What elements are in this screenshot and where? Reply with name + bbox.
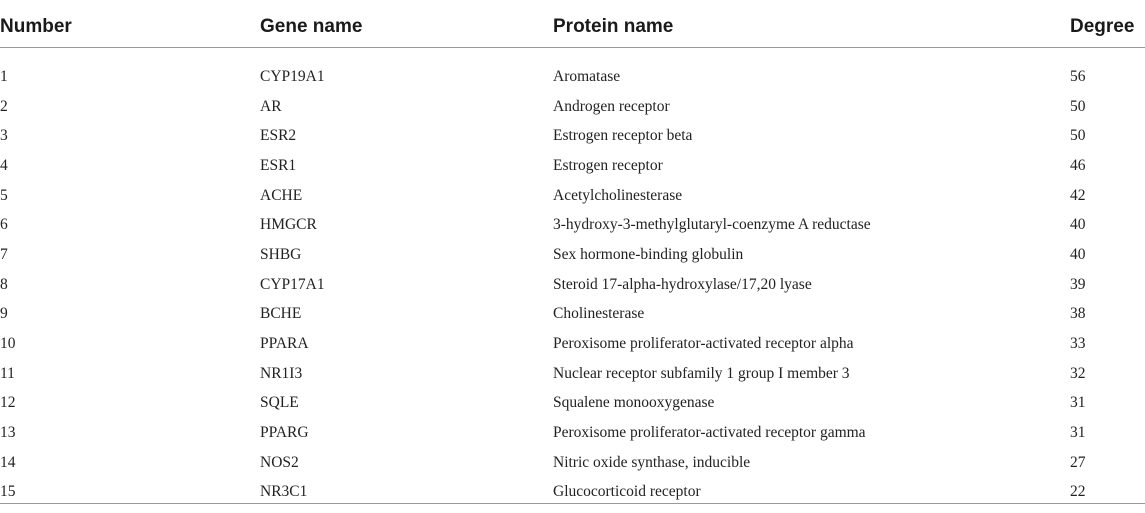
table-row (0, 418, 1145, 448)
table-row (0, 448, 1145, 478)
header-row (0, 0, 1145, 48)
cell-protein-name: Nuclear receptor subfamily 1 group I member 3 (553, 359, 1070, 389)
cell-gene-name: CYP19A1 (260, 48, 553, 92)
header-degree: Degree (1070, 0, 1145, 48)
cell-number: 2 (0, 92, 260, 122)
cell-protein-name: Estrogen receptor beta (553, 121, 1070, 151)
cell-degree: 46 (1070, 151, 1145, 181)
header-gene-name: Gene name (260, 0, 553, 48)
table-bottom-rule (0, 503, 1145, 504)
table-row (0, 478, 1145, 513)
cell-degree: 56 (1070, 48, 1145, 92)
header-protein-name: Protein name (553, 0, 1070, 48)
table-body (0, 48, 1145, 513)
cell-protein-name: Steroid 17-alpha-hydroxylase/17,20 lyase (553, 270, 1070, 300)
cell-protein-name: Nitric oxide synthase, inducible (553, 448, 1070, 478)
cell-gene-name: HMGCR (260, 210, 553, 240)
cell-protein-name: Sex hormone-binding globulin (553, 240, 1070, 270)
cell-gene-name: ACHE (260, 181, 553, 211)
cell-protein-name: Estrogen receptor (553, 151, 1070, 181)
cell-protein-name: Peroxisome proliferator-activated receptor gamma (553, 418, 1070, 448)
cell-gene-name: ESR1 (260, 151, 553, 181)
cell-protein-name: Squalene monooxygenase (553, 389, 1070, 419)
cell-degree: 27 (1070, 448, 1145, 478)
cell-gene-name: NR3C1 (260, 478, 553, 513)
cell-number: 12 (0, 389, 260, 419)
cell-protein-name: Aromatase (553, 48, 1070, 92)
cell-gene-name: PPARA (260, 329, 553, 359)
cell-degree: 50 (1070, 92, 1145, 122)
table-row (0, 210, 1145, 240)
cell-protein-name: Androgen receptor (553, 92, 1070, 122)
cell-protein-name: Acetylcholinesterase (553, 181, 1070, 211)
cell-number: 5 (0, 181, 260, 211)
cell-protein-name: Glucocorticoid receptor (553, 478, 1070, 513)
cell-gene-name: ESR2 (260, 121, 553, 151)
cell-gene-name: SHBG (260, 240, 553, 270)
table-row (0, 240, 1145, 270)
cell-gene-name: NOS2 (260, 448, 553, 478)
cell-number: 1 (0, 48, 260, 92)
table-row (0, 151, 1145, 181)
cell-number: 7 (0, 240, 260, 270)
header-number: Number (0, 0, 260, 48)
cell-degree: 31 (1070, 389, 1145, 419)
cell-degree: 39 (1070, 270, 1145, 300)
cell-degree: 50 (1070, 121, 1145, 151)
cell-degree: 38 (1070, 300, 1145, 330)
cell-gene-name: PPARG (260, 418, 553, 448)
table-row (0, 121, 1145, 151)
cell-degree: 40 (1070, 240, 1145, 270)
cell-protein-name: 3-hydroxy-3-methylglutaryl-coenzyme A reductase (553, 210, 1070, 240)
table-row (0, 329, 1145, 359)
table-row (0, 300, 1145, 330)
cell-gene-name: NR1I3 (260, 359, 553, 389)
cell-gene-name: SQLE (260, 389, 553, 419)
table-row (0, 92, 1145, 122)
cell-number: 15 (0, 478, 260, 513)
cell-degree: 33 (1070, 329, 1145, 359)
cell-number: 6 (0, 210, 260, 240)
cell-number: 14 (0, 448, 260, 478)
cell-number: 3 (0, 121, 260, 151)
cell-number: 9 (0, 300, 260, 330)
cell-number: 13 (0, 418, 260, 448)
cell-number: 8 (0, 270, 260, 300)
table-header (0, 0, 1145, 48)
table-row (0, 359, 1145, 389)
cell-gene-name: CYP17A1 (260, 270, 553, 300)
cell-gene-name: AR (260, 92, 553, 122)
cell-degree: 31 (1070, 418, 1145, 448)
cell-number: 11 (0, 359, 260, 389)
cell-degree: 42 (1070, 181, 1145, 211)
table-row (0, 48, 1145, 92)
cell-protein-name: Peroxisome proliferator-activated receptor alpha (553, 329, 1070, 359)
cell-gene-name: BCHE (260, 300, 553, 330)
table-row (0, 270, 1145, 300)
cell-protein-name: Cholinesterase (553, 300, 1070, 330)
table-row (0, 181, 1145, 211)
cell-degree: 40 (1070, 210, 1145, 240)
cell-number: 10 (0, 329, 260, 359)
cell-degree: 22 (1070, 478, 1145, 513)
table-row (0, 389, 1145, 419)
cell-number: 4 (0, 151, 260, 181)
cell-degree: 32 (1070, 359, 1145, 389)
